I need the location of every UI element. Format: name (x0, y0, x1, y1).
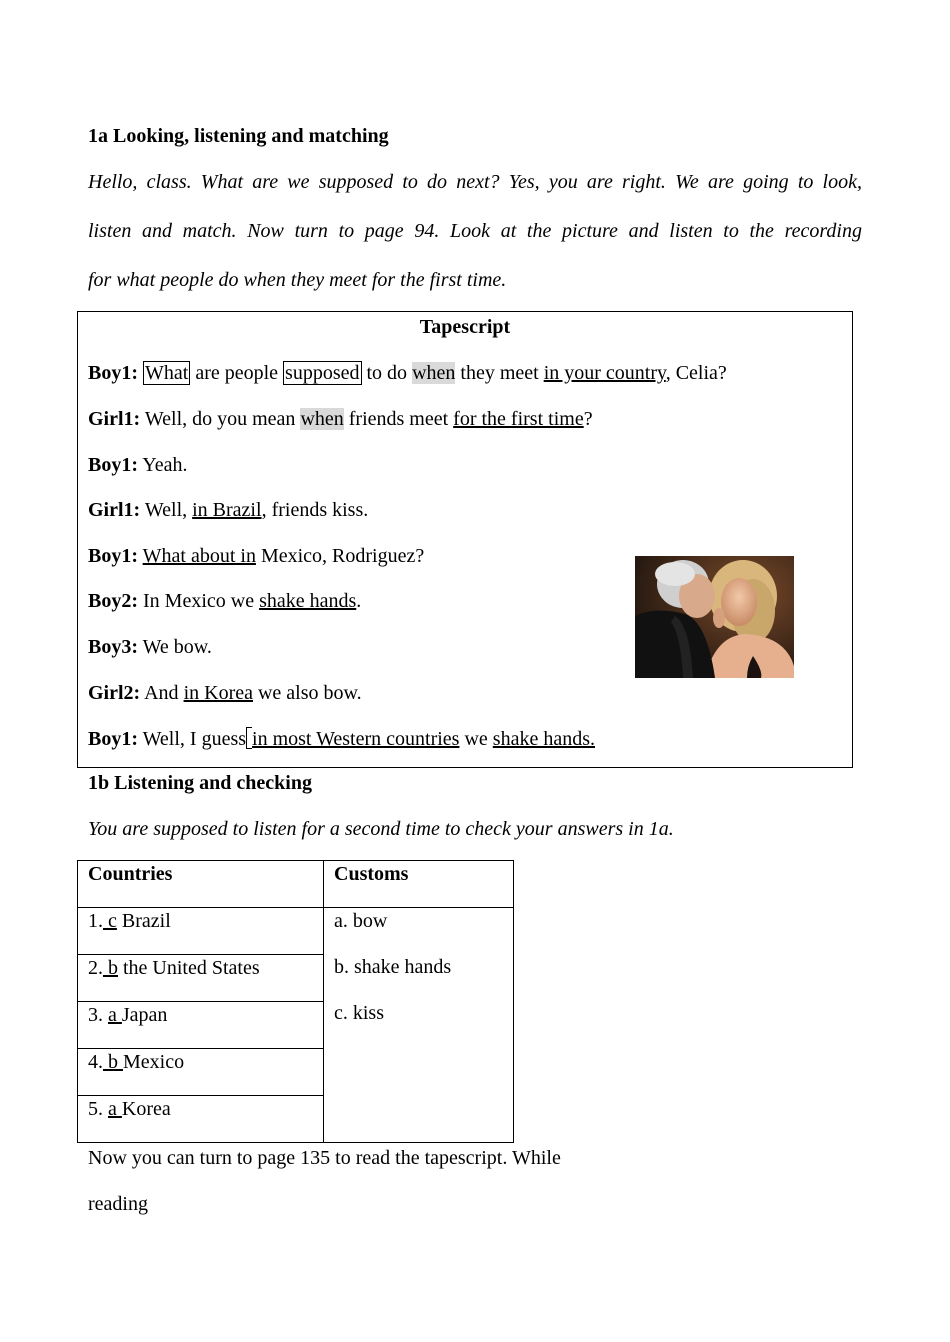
tapescript-line (88, 408, 593, 431)
country-name: Japan (121, 1004, 168, 1026)
header-customs: Customs (324, 861, 514, 908)
answer-blank: a (108, 1098, 122, 1120)
text-span: they meet (455, 362, 544, 384)
tapescript-line (88, 682, 362, 705)
answer-blank: a (108, 1004, 122, 1026)
custom-option: a. bow (334, 910, 388, 932)
footer-line-2: reading (88, 1193, 148, 1215)
countries-customs-table (77, 860, 514, 1143)
highlighted-word: when (412, 362, 456, 384)
text-span: friends meet (343, 408, 454, 430)
boxed-word: What (145, 362, 189, 384)
custom-option: b. shake hands (334, 956, 452, 978)
text-span: to do (361, 362, 413, 384)
text-span: Well, I guess (138, 728, 247, 750)
country-name: Brazil (116, 910, 171, 932)
speaker-label: Boy1: (88, 454, 138, 476)
text-span: Yeah. (138, 454, 188, 476)
greeting-kiss-photo (635, 556, 794, 678)
text-span: Mexico, Rodriguez? (255, 545, 425, 567)
country-cell (78, 1002, 324, 1049)
text-span: , friends kiss. (261, 499, 369, 521)
highlighted-word: when (300, 408, 344, 430)
country-cell (78, 908, 324, 955)
text-span: In Mexico we (138, 590, 260, 612)
country-cell (78, 955, 324, 1002)
country-name: the United States (118, 957, 260, 979)
custom-option: c. kiss (334, 1002, 384, 1024)
underlined-phrase: in Korea (183, 682, 253, 704)
tapescript-line (88, 727, 595, 751)
tapescript-line (88, 362, 727, 385)
speaker-label: Girl2: (88, 682, 141, 704)
underlined-phrase: What about in (142, 545, 256, 567)
underlined-phrase: in Brazil (192, 499, 262, 521)
underlined-phrase: shake hands (259, 590, 357, 612)
speaker-label: Boy1: (88, 728, 138, 750)
item-number: 5. (88, 1098, 108, 1120)
text-span: we (459, 728, 493, 750)
tapescript-box (77, 311, 853, 768)
country-name: Korea (121, 1098, 171, 1120)
speaker-label: Boy1: (88, 362, 138, 384)
tapescript-line (88, 590, 361, 613)
text-span: We bow. (138, 636, 212, 658)
section-1b-heading: 1b Listening and checking (88, 772, 312, 794)
speaker-label: Boy2: (88, 590, 138, 612)
intro-line-2: listen and match. Now turn to page 94. Look at the picture and listen to the recording (88, 220, 862, 242)
underlined-phrase: in your country (543, 362, 666, 384)
tapescript-line (88, 636, 212, 659)
speaker-label: Girl1: (88, 499, 141, 521)
text-span: , Celia? (665, 362, 727, 384)
section-1b-intro: You are supposed to listen for a second time to check your answers in 1a. (88, 818, 674, 840)
item-number: 4. (88, 1051, 103, 1073)
text-span: And (140, 682, 184, 704)
country-cell (78, 1096, 324, 1143)
intro-line-1: Hello, class. What are we supposed to do next? Yes, you are right. We are going to look, (88, 171, 862, 193)
speaker-label: Boy1: (88, 545, 138, 567)
customs-cell (324, 908, 514, 1143)
country-name: Mexico (123, 1051, 185, 1073)
answer-blank: b (103, 957, 118, 979)
answer-blank: c (103, 910, 117, 932)
underlined-phrase: shake hands. (492, 728, 595, 750)
section-1a-heading: 1a Looking, listening and matching (88, 125, 389, 147)
tapescript-line (88, 499, 368, 522)
item-number: 1. (88, 910, 103, 932)
text-span: Well, (140, 499, 193, 521)
text-span: are people (190, 362, 284, 384)
speaker-label: Girl1: (88, 408, 141, 430)
item-number: 2. (88, 957, 103, 979)
photo-illustration (635, 556, 794, 678)
header-countries: Countries (78, 861, 324, 908)
text-span: ? (583, 408, 593, 430)
tapescript-line (88, 454, 187, 477)
answer-blank: b (103, 1051, 123, 1073)
country-cell (78, 1049, 324, 1096)
intro-line-3: for what people do when they meet for the first time. (88, 269, 507, 291)
boxed-word: supposed (285, 362, 360, 384)
text-span: we also bow. (252, 682, 362, 704)
speaker-label: Boy3: (88, 636, 138, 658)
underlined-phrase: in most Western countries (252, 728, 460, 750)
tapescript-title: Tapescript (419, 316, 511, 338)
underlined-phrase: for the first time (453, 408, 584, 430)
text-span: Well, do you mean (140, 408, 301, 430)
tapescript-line (88, 545, 424, 568)
item-number: 3. (88, 1004, 108, 1026)
text-span: . (356, 590, 362, 612)
footer-line-1: Now you can turn to page 135 to read the tapescript. While (88, 1147, 561, 1169)
